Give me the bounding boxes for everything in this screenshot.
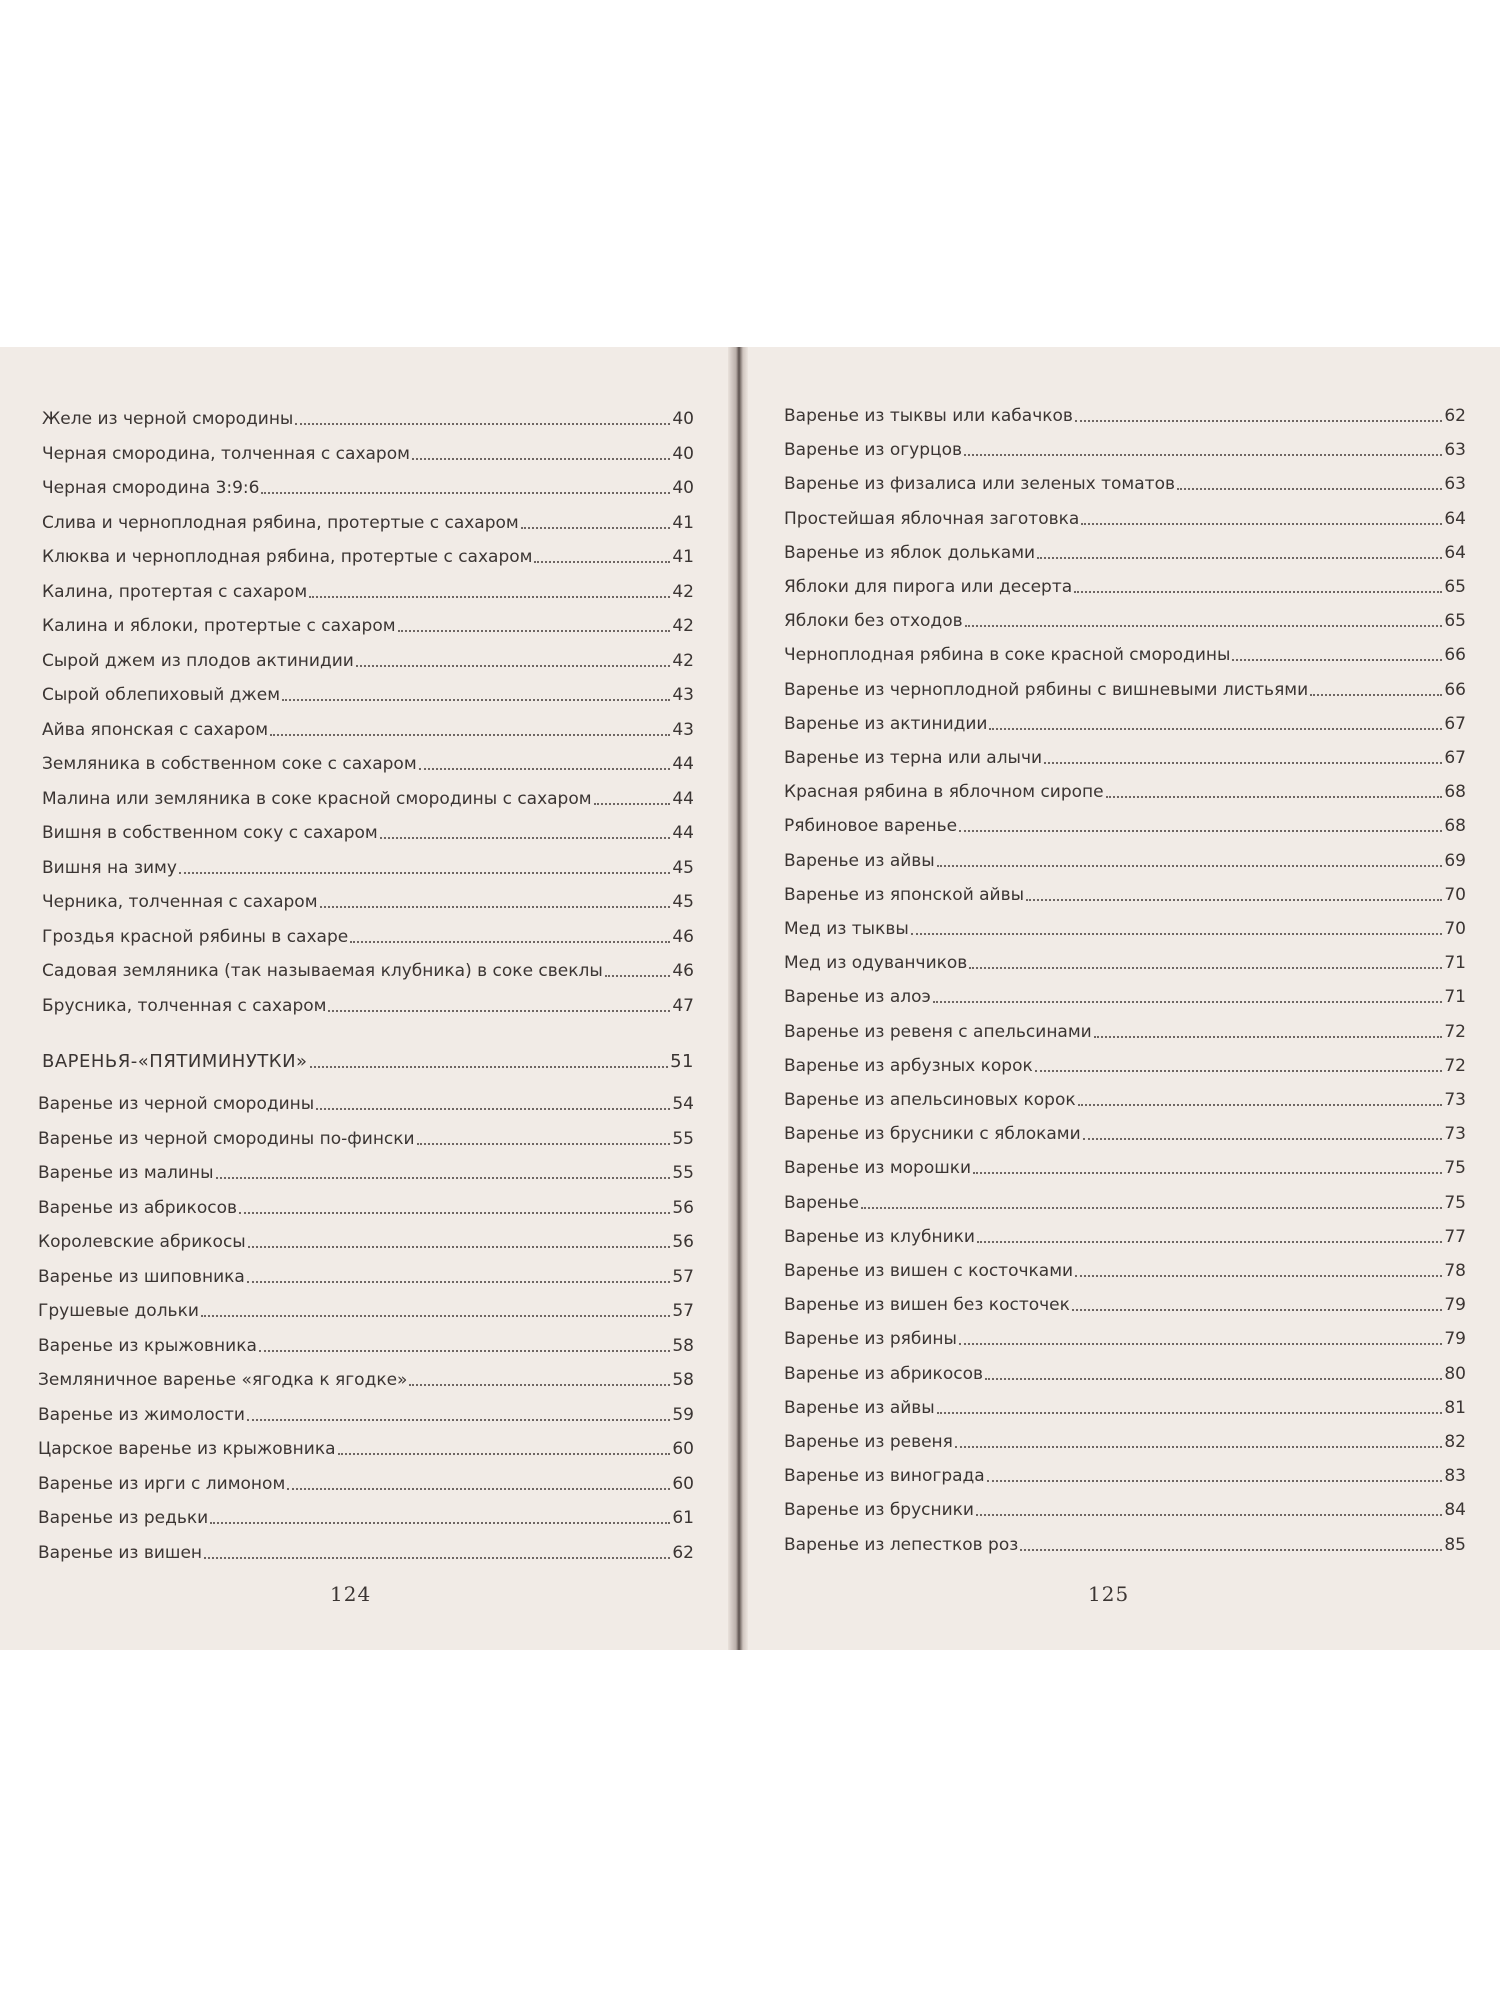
toc-entry-title: Варенье из черноплодной рябины с вишневыми листьями (784, 679, 1309, 700)
toc-entry (784, 1013, 1466, 1043)
dot-leader (295, 423, 670, 425)
dot-leader (350, 941, 670, 943)
toc-entry (38, 1120, 694, 1150)
toc-entry (38, 1223, 694, 1253)
dot-leader (1232, 659, 1442, 661)
toc-entry-page-number: 83 (1444, 1466, 1466, 1487)
dot-leader (1020, 1549, 1442, 1551)
dot-leader (1026, 899, 1442, 901)
toc-entry (42, 538, 694, 568)
dot-leader (969, 967, 1442, 969)
toc-entry-page-number: 65 (1444, 611, 1466, 632)
toc-entry (784, 842, 1466, 872)
toc-entry-title: Варенье из вишен с косточками (784, 1261, 1074, 1281)
toc-entry (38, 1465, 694, 1495)
dot-leader (210, 1522, 670, 1524)
toc-entry-page-number: 60 (672, 1473, 694, 1494)
dot-leader (605, 975, 671, 977)
toc-entry-page-number: 58 (672, 1370, 694, 1390)
toc-entry (42, 849, 694, 879)
toc-entry-title: Рябиновое варенье (784, 816, 958, 837)
dot-leader (1083, 1138, 1443, 1140)
toc-entry (784, 1115, 1466, 1145)
toc-entry-page-number: 81 (1444, 1397, 1466, 1418)
toc-entry-page-number: 66 (1444, 645, 1466, 666)
toc-entry-title: Варенье из малины (38, 1163, 214, 1183)
dot-leader (316, 1108, 670, 1110)
dot-leader (1310, 694, 1442, 696)
toc-entry-title: Варенье из ирги с лимоном (38, 1473, 286, 1494)
dot-leader (1075, 420, 1442, 422)
toc-entry-title: Черная смородина 3:9:6 (42, 478, 260, 498)
dot-leader (179, 872, 670, 874)
toc-entry-title: Брусника, толченная с сахаром (42, 995, 327, 1016)
toc-entry (38, 1499, 694, 1529)
toc-entry-title: Земляничное варенье «ягодка к ягодке» (38, 1370, 408, 1390)
toc-entry-title: Яблоки для пирога или десерта (784, 577, 1073, 597)
dot-leader (380, 837, 671, 839)
dot-leader (1037, 557, 1442, 559)
toc-entry-title: Черноплодная рябина в соке красной смородины (784, 645, 1231, 666)
toc-entry-page-number: 58 (672, 1335, 694, 1356)
toc-entry (784, 1218, 1466, 1248)
toc-entry-page-number: 63 (1444, 474, 1466, 495)
toc-entry (784, 1252, 1466, 1282)
dot-leader (261, 492, 670, 494)
toc-entry-title: Варенье из черной смородины по-фински (38, 1128, 415, 1149)
toc-entry-page-number: 45 (672, 857, 694, 878)
dot-leader (594, 803, 671, 805)
toc-entry-page-number: 40 (672, 443, 694, 464)
dot-leader (937, 865, 1443, 867)
toc-entry-page-number: 57 (672, 1266, 694, 1287)
toc-entry-page-number: 84 (1444, 1500, 1466, 1521)
dot-leader (1106, 796, 1443, 798)
toc-entry-title: Варенье из крыжовника (38, 1335, 257, 1356)
toc-entry-title: Варенье из винограда (784, 1466, 985, 1487)
toc-entry (42, 780, 694, 810)
toc-entry-title: Вишня на зиму (42, 857, 177, 878)
toc-entry-page-number: 72 (1444, 1021, 1466, 1042)
toc-entry-title: Варенье из ревеня (784, 1432, 953, 1452)
toc-entry-title: Варенье из брусники (784, 1500, 974, 1521)
toc-entry (784, 465, 1466, 495)
toc-entry-title: Садовая земляника (так называемая клубника) в соке свеклы (42, 961, 603, 981)
toc-entry (42, 814, 694, 844)
toc-entry (38, 1361, 694, 1391)
dot-leader (955, 1446, 1442, 1448)
toc-entry-title: Варенье из апельсиновых корок (784, 1090, 1076, 1110)
toc-entry-page-number: 59 (672, 1404, 694, 1425)
toc-entry-page-number: 40 (672, 409, 694, 429)
toc-entry-page-number: 44 (672, 823, 694, 843)
toc-entry-page-number: 66 (1444, 679, 1466, 700)
toc-entry-title: Варенье из абрикосов (784, 1363, 983, 1384)
dot-leader (965, 625, 1443, 627)
toc-entry-title: Калина, протертая с сахаром (42, 581, 308, 602)
dot-leader (398, 630, 671, 632)
toc-entry-title: Варенье из ревеня с апельсинами (784, 1021, 1092, 1042)
toc-entry (784, 978, 1466, 1008)
toc-entry-page-number: 75 (1444, 1192, 1466, 1213)
toc-entry-page-number: 65 (1444, 577, 1466, 597)
toc-entry-page-number: 46 (672, 961, 694, 981)
toc-entry-title: Варенье из физалиса или зеленых томатов (784, 474, 1175, 495)
toc-entry-page-number: 40 (672, 478, 694, 498)
toc-entry-page-number: 72 (1444, 1055, 1466, 1076)
toc-entry-page-number: 73 (1444, 1124, 1466, 1145)
toc-entry-title: Варенье из алоэ (784, 987, 931, 1008)
toc-entry-title: Варенье из рябины (784, 1329, 957, 1350)
toc-entry-title: Малина или земляника в соке красной смородины с сахаром (42, 788, 592, 809)
dot-leader (320, 906, 671, 908)
dot-leader (964, 454, 1442, 456)
toc-entry-title: Грушевые дольки (38, 1301, 199, 1321)
dot-leader (1081, 523, 1442, 525)
dot-leader (1078, 1104, 1443, 1106)
toc-entry-page-number: 47 (672, 995, 694, 1016)
toc-entry-page-number: 70 (1444, 884, 1466, 905)
dot-leader (419, 768, 671, 770)
toc-entry (42, 573, 694, 603)
toc-entry-page-number: 69 (1444, 850, 1466, 871)
toc-entry-page-number: 80 (1444, 1363, 1466, 1384)
dot-leader (1044, 762, 1442, 764)
toc-entry-title: Вишня в собственном соку с сахаром (42, 823, 378, 843)
toc-entry (784, 431, 1466, 461)
toc-entry-page-number: 62 (1444, 406, 1466, 426)
dot-leader (356, 665, 671, 667)
toc-entry-page-number: 67 (1444, 713, 1466, 734)
dot-leader (959, 1343, 1442, 1345)
toc-entry (38, 1292, 694, 1322)
toc-entry-page-number: 64 (1444, 508, 1466, 529)
toc-entry-title: Сырой облепиховый джем (42, 685, 281, 705)
dot-leader (959, 830, 1442, 832)
toc-entry-title: Варенье из редьки (38, 1508, 209, 1528)
toc-entry (784, 1286, 1466, 1316)
toc-entry-page-number: 62 (672, 1542, 694, 1563)
dot-leader (270, 734, 670, 736)
toc-entry-title: Красная рябина в яблочном сиропе (784, 782, 1104, 803)
dot-leader (987, 1480, 1443, 1482)
dot-leader (534, 561, 670, 563)
toc-entry-page-number: 41 (672, 512, 694, 533)
toc-entry-title: Слива и черноплодная рябина, протертые с сахаром (42, 512, 519, 533)
dot-leader (933, 1001, 1443, 1003)
toc-entry-page-number: 45 (672, 892, 694, 912)
toc-entry-title: Варенье из яблок дольками (784, 542, 1036, 563)
toc-entry (784, 1184, 1466, 1214)
toc-entry-title: Мед из тыквы (784, 919, 909, 939)
dot-leader (1177, 488, 1442, 490)
toc-entry-title: Варенье из абрикосов (38, 1197, 237, 1218)
toc-entry (42, 883, 694, 913)
toc-entry (38, 1327, 694, 1357)
toc-entry (42, 400, 694, 430)
dot-leader (248, 1246, 671, 1248)
dot-leader (409, 1384, 670, 1386)
toc-entry (784, 910, 1466, 940)
dot-leader (1072, 1309, 1442, 1311)
page-number: 125 (1088, 1582, 1130, 1606)
toc-entry-page-number: 54 (672, 1094, 694, 1114)
toc-entry-page-number: 79 (1444, 1329, 1466, 1350)
toc-entry (784, 1149, 1466, 1179)
toc-entry-title: Варенье из брусники с яблоками (784, 1124, 1081, 1145)
dot-leader (861, 1207, 1442, 1209)
dot-leader (216, 1177, 671, 1179)
toc-entry-page-number: 71 (1444, 987, 1466, 1008)
right-page (748, 347, 1500, 1650)
page-number: 124 (330, 1582, 372, 1606)
toc-entry-title: Варенье (784, 1192, 859, 1213)
toc-entry-page-number: 55 (672, 1128, 694, 1149)
toc-entry (784, 636, 1466, 666)
toc-entry-title: Варенье из вишен (38, 1542, 203, 1563)
dot-leader (412, 458, 670, 460)
toc-entry (38, 1258, 694, 1288)
dot-leader (247, 1419, 670, 1421)
toc-entry (784, 705, 1466, 735)
dot-leader (973, 1172, 1442, 1174)
toc-entry-title: Варенье из актинидии (784, 713, 988, 734)
toc-entry (784, 944, 1466, 974)
toc-section-heading (42, 1043, 694, 1073)
toc-entry-page-number: 56 (672, 1197, 694, 1218)
toc-entry-page-number: 79 (1444, 1295, 1466, 1316)
toc-entry (784, 671, 1466, 701)
toc-heading-page-number: 51 (670, 1051, 694, 1072)
dot-leader (1035, 1070, 1443, 1072)
toc-entry-page-number: 71 (1444, 953, 1466, 974)
toc-entry (42, 918, 694, 948)
toc-entry (784, 773, 1466, 803)
toc-entry-title: Клюква и черноплодная рябина, протертые с сахаром (42, 547, 533, 567)
toc-entry-title: Гроздья красной рябины в сахаре (42, 926, 349, 947)
dot-leader (309, 596, 670, 598)
toc-entry-title: Царское варенье из крыжовника (38, 1439, 336, 1459)
dot-leader (977, 1241, 1442, 1243)
toc-entry (38, 1534, 694, 1564)
toc-entry-page-number: 42 (672, 616, 694, 636)
left-page (0, 347, 728, 1650)
dot-leader (985, 1378, 1442, 1380)
toc-entry (42, 676, 694, 706)
dot-leader (976, 1514, 1442, 1516)
toc-entry-title: Варенье из огурцов (784, 440, 962, 461)
toc-entry-page-number: 41 (672, 547, 694, 567)
toc-heading-title: ВАРЕНЬЯ-«ПЯТИМИНУТКИ» (42, 1051, 308, 1072)
toc-entry-page-number: 46 (672, 926, 694, 947)
toc-entry (784, 397, 1466, 427)
dot-leader (937, 1412, 1443, 1414)
toc-entry-title: Айва японская с сахаром (42, 719, 269, 740)
dot-leader (1094, 1036, 1443, 1038)
toc-entry-page-number: 44 (672, 754, 694, 774)
book-spread (0, 347, 1500, 1650)
toc-entry (42, 504, 694, 534)
dot-leader (521, 527, 671, 529)
toc-entry-page-number: 56 (672, 1232, 694, 1252)
dot-leader (201, 1315, 670, 1317)
toc-entry (42, 435, 694, 465)
dot-leader (247, 1281, 671, 1283)
toc-entry-title: Желе из черной смородины (42, 409, 294, 429)
toc-entry (784, 1423, 1466, 1453)
dot-leader (989, 728, 1442, 730)
toc-entry-title: Варенье из шиповника (38, 1266, 245, 1287)
toc-entry (38, 1154, 694, 1184)
toc-entry-title: Черника, толченная с сахаром (42, 892, 318, 912)
toc-entry (42, 711, 694, 741)
toc-entry (784, 876, 1466, 906)
toc-entry (784, 1355, 1466, 1385)
toc-entry-title: Варенье из черной смородины (38, 1094, 315, 1114)
dot-leader (259, 1350, 670, 1352)
toc-entry-title: Варенье из жимолости (38, 1404, 245, 1425)
toc-entry-title: Калина и яблоки, протертые с сахаром (42, 616, 396, 636)
toc-entry-page-number: 63 (1444, 440, 1466, 461)
dot-leader (310, 1066, 669, 1068)
toc-entry (784, 1389, 1466, 1419)
toc-entry (784, 1491, 1466, 1521)
toc-entry (784, 602, 1466, 632)
toc-entry-page-number: 61 (672, 1508, 694, 1528)
toc-entry-page-number: 77 (1444, 1226, 1466, 1247)
toc-entry-title: Варенье из айвы (784, 1397, 935, 1418)
toc-entry-title: Варенье из лепестков роз (784, 1534, 1019, 1555)
toc-entry-page-number: 85 (1444, 1534, 1466, 1555)
book-spine (728, 347, 748, 1650)
toc-entry-title: Варенье из вишен без косточек (784, 1295, 1070, 1316)
toc-entry (784, 534, 1466, 564)
toc-entry-title: Варенье из тыквы или кабачков (784, 406, 1073, 426)
dot-leader (328, 1010, 670, 1012)
toc-entry (38, 1430, 694, 1460)
dot-leader (287, 1488, 670, 1490)
toc-entry-title: Варенье из клубники (784, 1226, 975, 1247)
toc-entry-title: Сырой джем из плодов актинидии (42, 650, 354, 671)
toc-entry (42, 745, 694, 775)
toc-entry-page-number: 64 (1444, 542, 1466, 563)
toc-entry-title: Варенье из терна или алычи (784, 748, 1043, 768)
toc-entry (42, 952, 694, 982)
toc-entry (42, 469, 694, 499)
toc-entry-page-number: 55 (672, 1163, 694, 1183)
dot-leader (338, 1453, 671, 1455)
toc-entry-page-number: 82 (1444, 1432, 1466, 1452)
dot-leader (204, 1557, 670, 1559)
toc-entry-page-number: 42 (672, 650, 694, 671)
toc-entry-title: Королевские абрикосы (38, 1232, 246, 1252)
toc-entry-page-number: 43 (672, 685, 694, 705)
toc-entry-page-number: 73 (1444, 1090, 1466, 1110)
dot-leader (1075, 1275, 1442, 1277)
toc-entry-title: Яблоки без отходов (784, 611, 963, 632)
toc-entry-page-number: 70 (1444, 919, 1466, 939)
toc-entry-page-number: 42 (672, 581, 694, 602)
toc-entry-title: Варенье из японской айвы (784, 884, 1025, 905)
dot-leader (282, 699, 670, 701)
toc-entry (784, 500, 1466, 530)
toc-entry-page-number: 44 (672, 788, 694, 809)
toc-entry (784, 1457, 1466, 1487)
toc-entry (784, 568, 1466, 598)
toc-entry-page-number: 57 (672, 1301, 694, 1321)
toc-entry (38, 1189, 694, 1219)
toc-entry-title: Варенье из айвы (784, 850, 935, 871)
toc-entry-title: Земляника в собственном соке с сахаром (42, 754, 417, 774)
toc-entry-page-number: 60 (672, 1439, 694, 1459)
toc-entry (42, 987, 694, 1017)
toc-entry (784, 1320, 1466, 1350)
toc-entry-title: Мед из одуванчиков (784, 953, 968, 974)
toc-entry-title: Черная смородина, толченная с сахаром (42, 443, 410, 464)
toc-entry-page-number: 68 (1444, 816, 1466, 837)
toc-entry (42, 607, 694, 637)
toc-entry-page-number: 67 (1444, 748, 1466, 768)
dot-leader (239, 1212, 670, 1214)
dot-leader (417, 1143, 671, 1145)
toc-entry (784, 1526, 1466, 1556)
toc-entry-title: Простейшая яблочная заготовка (784, 508, 1080, 529)
toc-entry-page-number: 68 (1444, 782, 1466, 803)
toc-entry (42, 642, 694, 672)
toc-entry (38, 1085, 694, 1115)
toc-entry (784, 1047, 1466, 1077)
toc-entry-page-number: 78 (1444, 1261, 1466, 1281)
dot-leader (911, 933, 1443, 935)
toc-entry (784, 1081, 1466, 1111)
toc-entry (784, 739, 1466, 769)
toc-entry (38, 1396, 694, 1426)
toc-entry-page-number: 43 (672, 719, 694, 740)
toc-entry-page-number: 75 (1444, 1158, 1466, 1179)
dot-leader (1074, 591, 1442, 593)
toc-entry-title: Варенье из морошки (784, 1158, 972, 1179)
toc-entry (784, 807, 1466, 837)
toc-entry-title: Варенье из арбузных корок (784, 1055, 1033, 1076)
